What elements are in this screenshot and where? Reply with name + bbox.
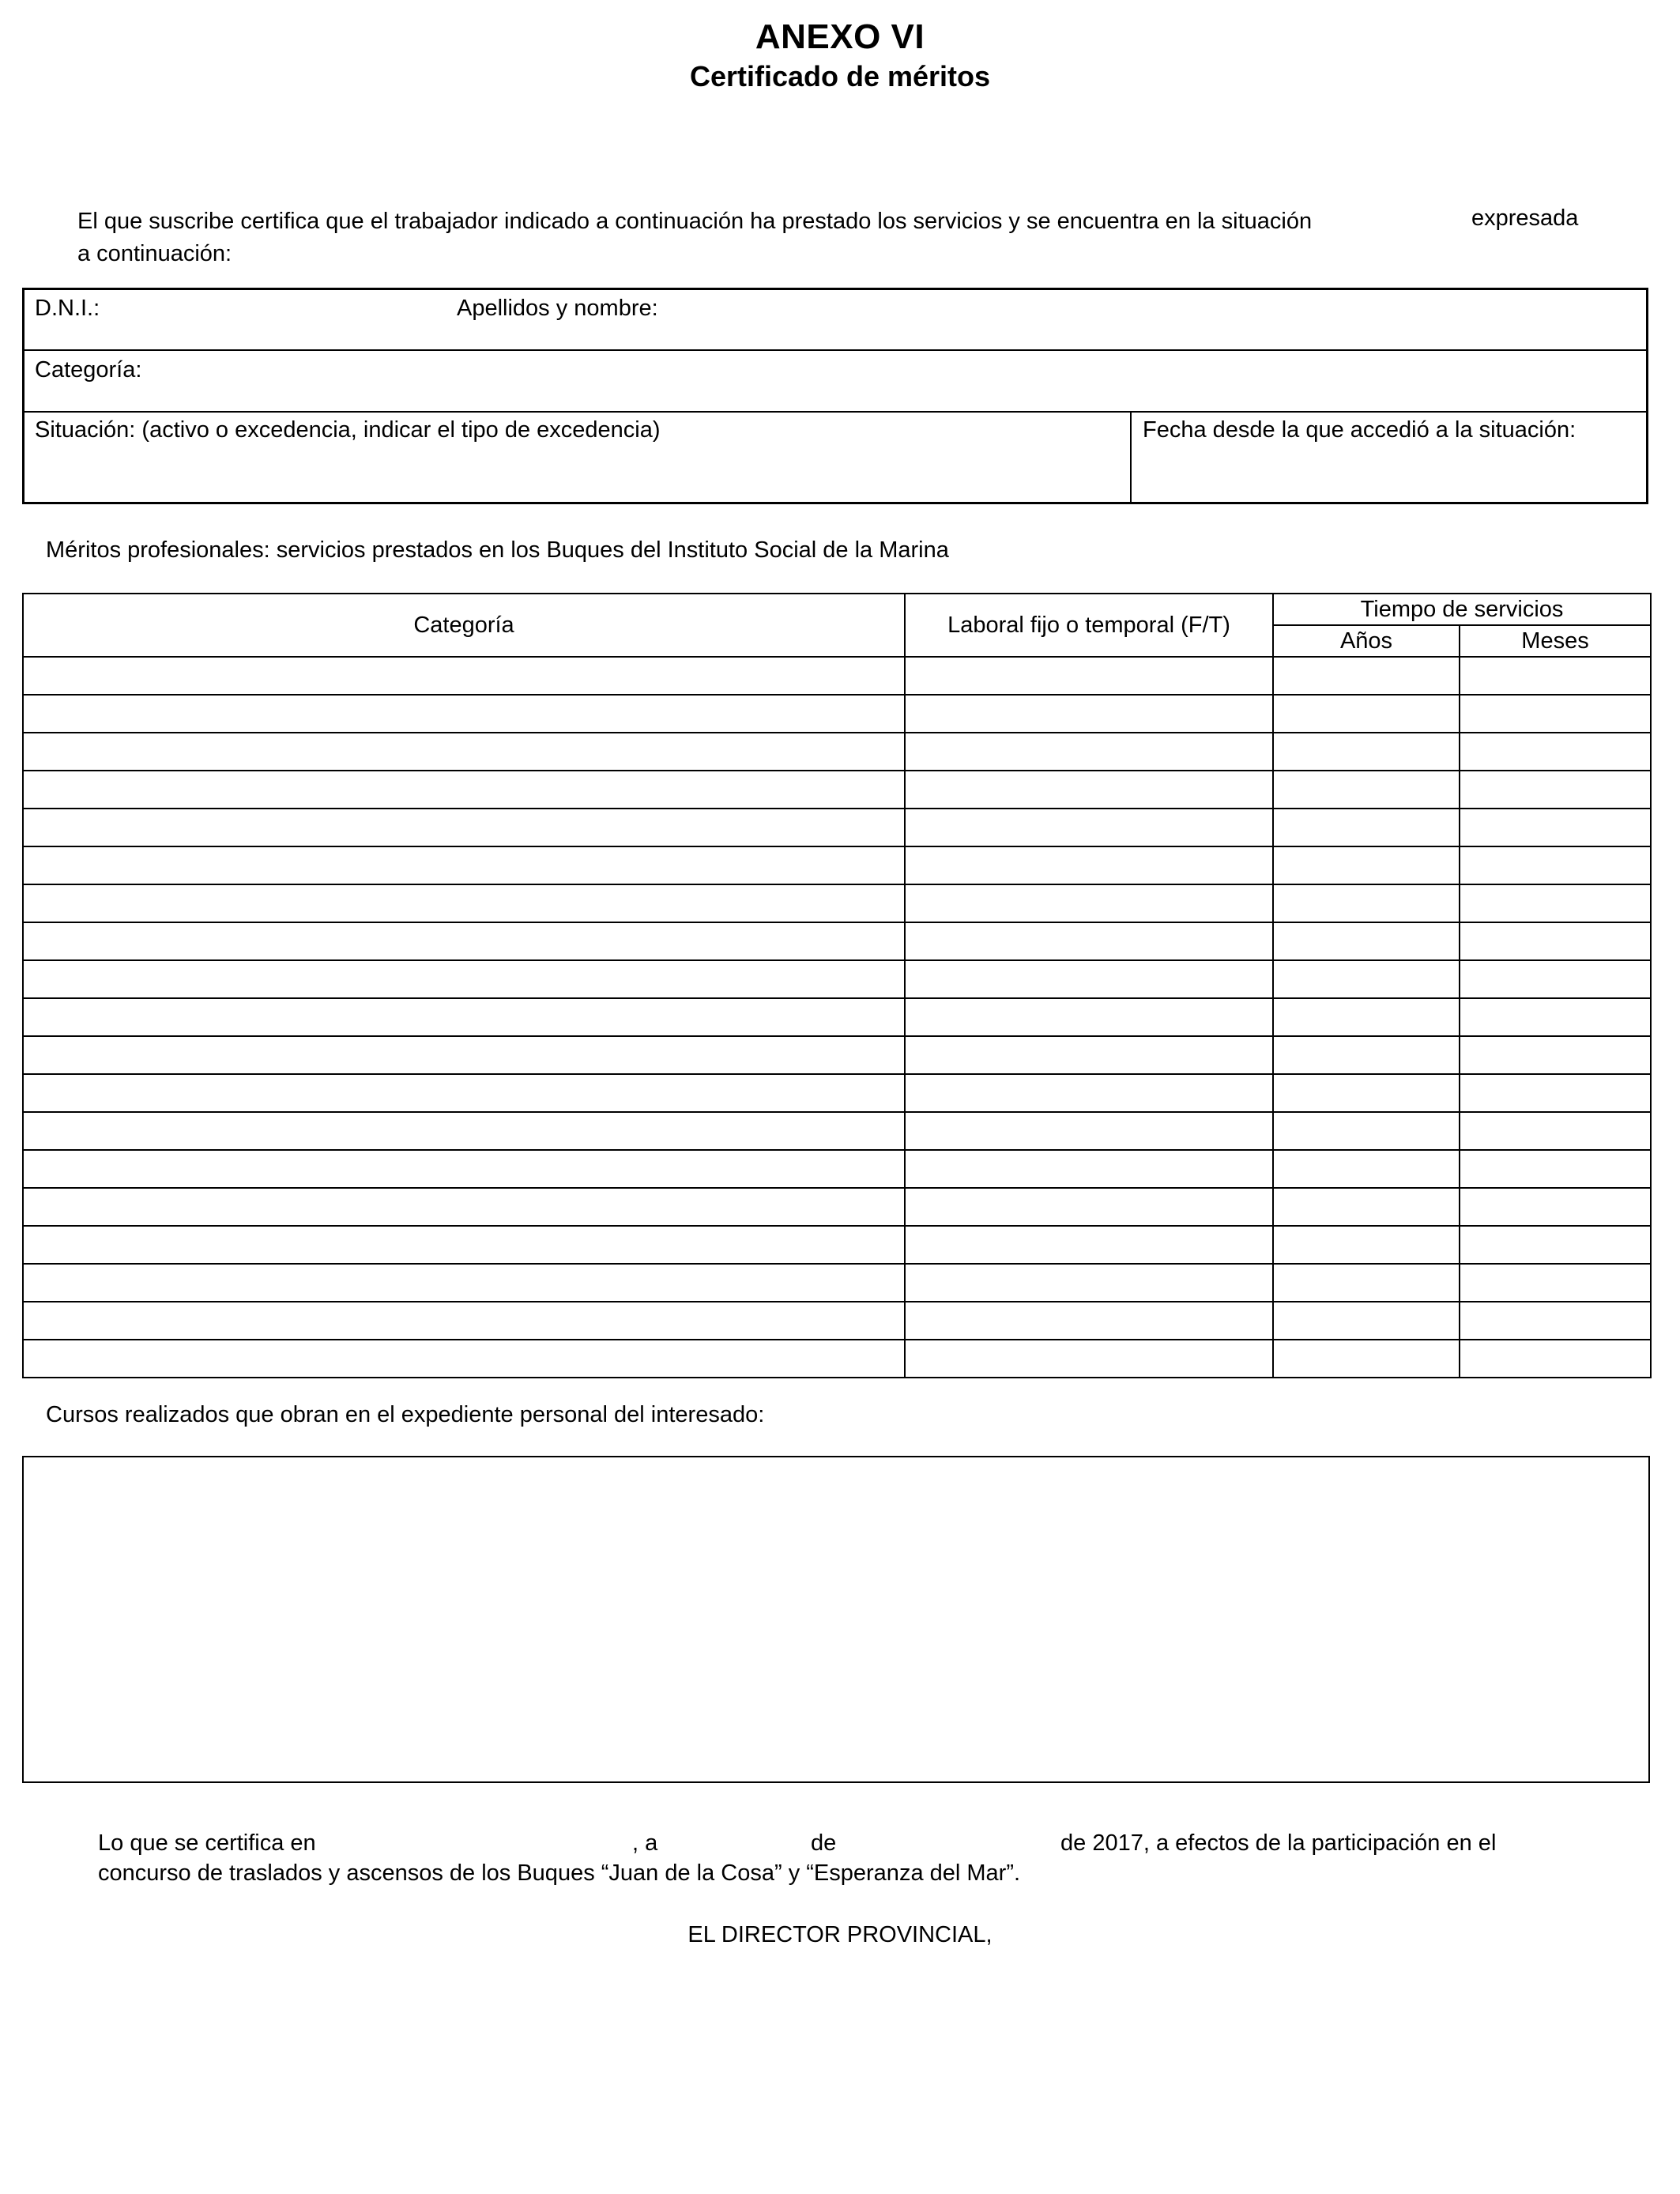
closing-day-text: , a [632, 1830, 658, 1856]
table-row [23, 1112, 1651, 1150]
cell-contract[interactable] [905, 657, 1273, 695]
cell-years[interactable] [1273, 1036, 1460, 1074]
cell-years[interactable] [1273, 1302, 1460, 1340]
table-row [23, 1036, 1651, 1074]
column-header-contract: Laboral fijo o temporal (F/T) [905, 594, 1273, 657]
cell-contract[interactable] [905, 1188, 1273, 1226]
document-subtitle: Certificado de méritos [689, 60, 991, 92]
cell-years[interactable] [1273, 771, 1460, 809]
table-row [23, 1302, 1651, 1340]
table-row [23, 884, 1651, 922]
cell-category[interactable] [23, 1150, 905, 1188]
situation-date-label: Fecha desde la que accedió a la situación: [1143, 417, 1576, 443]
cell-contract[interactable] [905, 1074, 1273, 1112]
cell-contract[interactable] [905, 884, 1273, 922]
cell-months[interactable] [1460, 1264, 1651, 1302]
cell-years[interactable] [1273, 1112, 1460, 1150]
cell-contract[interactable] [905, 846, 1273, 884]
table-row [23, 1264, 1651, 1302]
cell-years[interactable] [1273, 1074, 1460, 1112]
closing-month-text: de [811, 1830, 837, 1856]
table-row [23, 1150, 1651, 1188]
column-header-category: Categoría [23, 594, 905, 657]
document-title: ANEXO VI [755, 17, 925, 56]
intro-line-1: El que suscribe certifica que el trabajador indicado a continuación ha prestado los servicios y se encuentra en la situación [77, 209, 1313, 234]
cell-months[interactable] [1460, 1036, 1651, 1074]
cell-category[interactable] [23, 998, 905, 1036]
cell-contract[interactable] [905, 1302, 1273, 1340]
table-row [23, 1074, 1651, 1112]
table-row [23, 922, 1651, 960]
closing-line-2: concurso de traslados y ascensos de los Buques “Juan de la Cosa” y “Esperanza del Mar”. [98, 1860, 1021, 1886]
cell-contract[interactable] [905, 922, 1273, 960]
cell-contract[interactable] [905, 1226, 1273, 1264]
cell-months[interactable] [1460, 998, 1651, 1036]
table-row [23, 998, 1651, 1036]
cell-months[interactable] [1460, 1340, 1651, 1378]
cell-years[interactable] [1273, 657, 1460, 695]
cell-years[interactable] [1273, 1150, 1460, 1188]
cell-category[interactable] [23, 733, 905, 771]
table-row [23, 809, 1651, 846]
table-row [23, 695, 1651, 733]
cell-months[interactable] [1460, 695, 1651, 733]
merits-table [22, 593, 1652, 1378]
situation-label: Situación: (activo o excedencia, indicar el tipo de excedencia) [35, 417, 661, 443]
signature-title: EL DIRECTOR PROVINCIAL, [687, 1922, 993, 1947]
table-row [23, 657, 1651, 695]
merits-table-body [23, 657, 1651, 1378]
intro-line-2: a continuación: [77, 241, 232, 266]
closing-year-text: de 2017, a efectos de la participación en el [1060, 1830, 1497, 1856]
cell-months[interactable] [1460, 1226, 1651, 1264]
cell-years[interactable] [1273, 960, 1460, 998]
cell-months[interactable] [1460, 960, 1651, 998]
cell-contract[interactable] [905, 1112, 1273, 1150]
cell-category[interactable] [23, 1264, 905, 1302]
cell-category[interactable] [23, 922, 905, 960]
cell-contract[interactable] [905, 809, 1273, 846]
cell-contract[interactable] [905, 1340, 1273, 1378]
cell-category[interactable] [23, 1074, 905, 1112]
cell-years[interactable] [1273, 809, 1460, 846]
column-header-years: Años [1273, 625, 1460, 657]
cell-contract[interactable] [905, 998, 1273, 1036]
cell-months[interactable] [1460, 922, 1651, 960]
table-row [23, 1226, 1651, 1264]
cell-years[interactable] [1273, 1264, 1460, 1302]
cell-months[interactable] [1460, 1150, 1651, 1188]
cell-years[interactable] [1273, 922, 1460, 960]
cell-months[interactable] [1460, 1188, 1651, 1226]
cell-years[interactable] [1273, 695, 1460, 733]
cell-months[interactable] [1460, 733, 1651, 771]
divider [24, 411, 1647, 413]
cell-category[interactable] [23, 809, 905, 846]
cell-months[interactable] [1460, 1112, 1651, 1150]
cell-years[interactable] [1273, 998, 1460, 1036]
cell-category[interactable] [23, 960, 905, 998]
cell-months[interactable] [1460, 1302, 1651, 1340]
cell-contract[interactable] [905, 695, 1273, 733]
column-header-service-time: Tiempo de servicios [1273, 594, 1651, 625]
intro-line-1-tail: expresada [1471, 205, 1579, 231]
table-row [23, 1340, 1651, 1378]
cell-category[interactable] [23, 1188, 905, 1226]
column-header-months: Meses [1460, 625, 1651, 657]
cell-category[interactable] [23, 846, 905, 884]
table-row [23, 960, 1651, 998]
cell-contract[interactable] [905, 1264, 1273, 1302]
cell-category[interactable] [23, 1226, 905, 1264]
cell-category[interactable] [23, 1340, 905, 1378]
cell-contract[interactable] [905, 1150, 1273, 1188]
divider [1130, 412, 1132, 503]
cell-contract[interactable] [905, 960, 1273, 998]
cell-years[interactable] [1273, 1188, 1460, 1226]
cell-contract[interactable] [905, 1036, 1273, 1074]
cell-years[interactable] [1273, 1226, 1460, 1264]
cell-years[interactable] [1273, 733, 1460, 771]
table-row [23, 733, 1651, 771]
table-row [23, 846, 1651, 884]
table-row [23, 771, 1651, 809]
cell-years[interactable] [1273, 846, 1460, 884]
courses-box[interactable] [22, 1456, 1650, 1783]
cell-category[interactable] [23, 695, 905, 733]
cell-months[interactable] [1460, 771, 1651, 809]
cell-months[interactable] [1460, 657, 1651, 695]
cell-months[interactable] [1460, 1074, 1651, 1112]
cell-months[interactable] [1460, 809, 1651, 846]
cell-years[interactable] [1273, 1340, 1460, 1378]
cell-contract[interactable] [905, 733, 1273, 771]
personal-data-box [22, 288, 1648, 504]
cell-years[interactable] [1273, 884, 1460, 922]
name-label: Apellidos y nombre: [457, 296, 658, 321]
table-row [23, 1188, 1651, 1226]
cell-months[interactable] [1460, 884, 1651, 922]
cell-contract[interactable] [905, 771, 1273, 809]
cell-category[interactable] [23, 1036, 905, 1074]
category-label: Categoría: [35, 357, 142, 383]
cell-category[interactable] [23, 884, 905, 922]
cell-months[interactable] [1460, 846, 1651, 884]
cell-category[interactable] [23, 771, 905, 809]
divider [24, 349, 1647, 351]
courses-heading: Cursos realizados que obran en el expediente personal del interesado: [46, 1402, 765, 1427]
cell-category[interactable] [23, 657, 905, 695]
cell-category[interactable] [23, 1302, 905, 1340]
merits-heading: Méritos profesionales: servicios prestados en los Buques del Instituto Social de la Marina [46, 537, 949, 563]
cell-category[interactable] [23, 1112, 905, 1150]
dni-label: D.N.I.: [35, 296, 100, 321]
closing-place-text: Lo que se certifica en [98, 1830, 316, 1856]
